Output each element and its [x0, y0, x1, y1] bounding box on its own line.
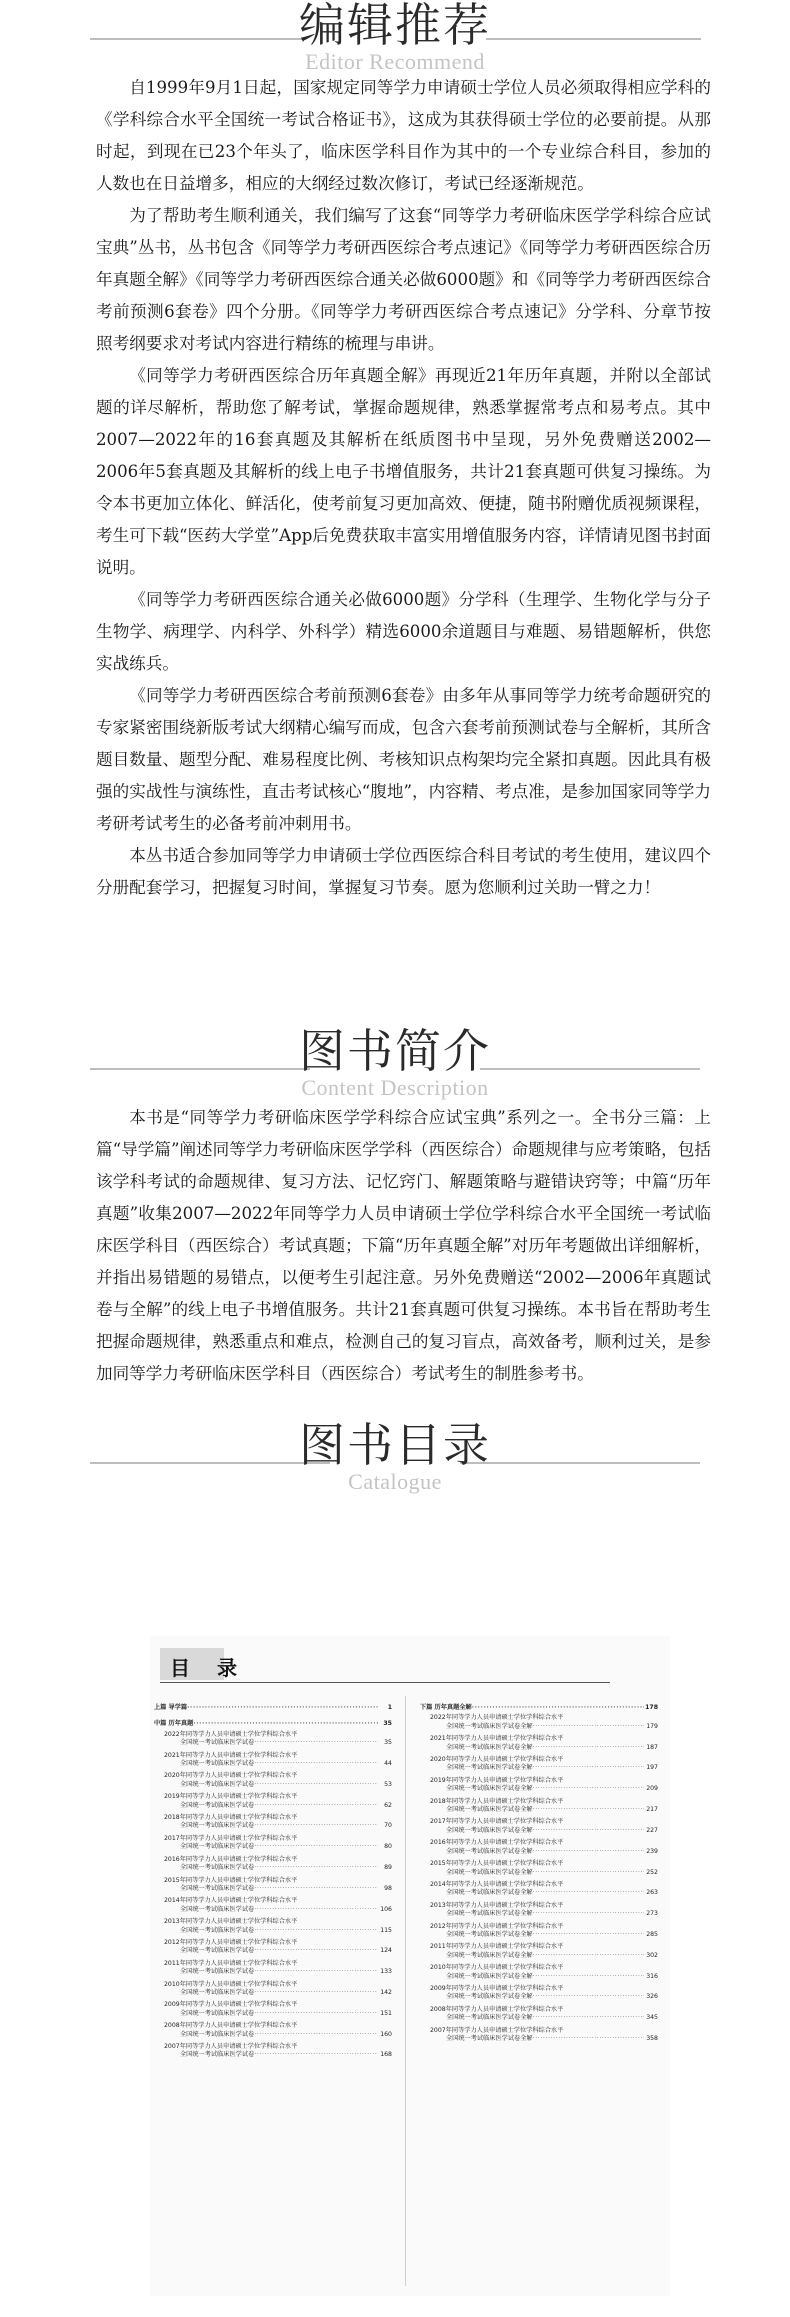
toc-entry-text: 2015年同等学力人员申请硕士学位学科综合水平 — [430, 1860, 564, 1868]
toc-entry-text: 2012年同等学力人员申请硕士学位学科综合水平 — [164, 1938, 298, 1946]
toc-entry-text: 2007年同等学力人员申请硕士学位学科综合水平 — [430, 2026, 564, 2034]
toc-entry-text: 2016年同等学力人员申请硕士学位学科综合水平 — [164, 1855, 298, 1863]
catalogue-header — [0, 1420, 790, 1494]
toc-entry-text: 全国统一考试临床医学试卷 — [180, 1968, 255, 1976]
toc-entry-text: 2017年同等学力人员申请硕士学位学科综合水平 — [430, 1818, 564, 1826]
toc-entry-text: 全国统一考试临床医学试卷全解 — [446, 1889, 533, 1897]
toc-line — [420, 1869, 658, 1877]
toc-line — [420, 1923, 658, 1931]
toc-entry-text: 全国统一考试临床医学试卷 — [180, 1988, 255, 1996]
toc-page-number: 115 — [380, 1926, 392, 1934]
toc-leader-dots — [533, 1723, 644, 1731]
toc-page-number: 70 — [384, 1822, 392, 1830]
toc-entry-text: 全国统一考试临床医学试卷全解 — [446, 1993, 533, 2001]
toc-leader-dots — [254, 1781, 378, 1789]
toc-line — [420, 2027, 658, 2035]
toc-line — [420, 1860, 658, 1868]
toc-page-number: 187 — [646, 1743, 658, 1751]
toc-line — [420, 1735, 658, 1743]
toc-line — [154, 1704, 392, 1712]
toc-entry-text: 全国统一考试临床医学试卷 — [180, 1905, 255, 1913]
toc-line — [420, 1848, 658, 1856]
toc-line — [154, 1960, 392, 1968]
toc-leader-dots — [533, 1848, 644, 1856]
toc-line — [154, 1781, 392, 1789]
toc-line — [154, 1897, 392, 1905]
toc-leader-dots — [533, 1827, 644, 1835]
toc-page-number: 53 — [384, 1780, 392, 1788]
toc-column-divider — [405, 1696, 406, 2286]
toc-leader-dots — [254, 2010, 378, 2018]
toc-entry-text: 2018年同等学力人员申请硕士学位学科综合水平 — [430, 1797, 564, 1805]
toc-leader-dots — [187, 1704, 378, 1712]
toc-leader-dots — [533, 1744, 644, 1752]
toc-entry-text: 中篇 历年真题 — [154, 1720, 194, 1728]
paragraph: 本书是“同等学力考研临床医学学科综合应试宝典”系列之一。全书分三篇：上篇“导学篇”阐述同等学力考研临床医学学科（西医综合）命题规律与应考策略，包括该学科考试的命题规律、复习方法、记忆窍门、解题策略与避错诀窍等；中篇“历年真题”收集2007—2022年同等学力人员申请硕士学位学科综合水平全国统一考试临床医学科目（西医综合）考试真题；下篇“历年真题全解”对历年考题做出详细解析，并指出易错题的易错点，以便考生引起注意。另外免费赠送“2002—2006年真题试卷与全解”的线上电子书增值服务。共计21套真题可供复习操练。本书旨在帮助考生把握命题规律，熟悉重点和难点，检测自己的复习盲点，高效备考，顺利过关，是参加同等学力考研临床医学科目（西医综合）考试考生的制胜参考书。 — [96, 1108, 711, 1383]
toc-page-number: 35 — [383, 1720, 392, 1728]
toc-page-number: 106 — [380, 1905, 392, 1913]
toc-page-number: 160 — [380, 2030, 392, 2038]
toc-entry-text: 2014年同等学力人员申请硕士学位学科综合水平 — [430, 1880, 564, 1888]
toc-page-number: 44 — [384, 1760, 392, 1768]
toc-entry-text: 全国统一考试临床医学试卷全解 — [446, 2014, 533, 2022]
toc-line — [154, 2031, 392, 2039]
table-of-contents-image — [150, 1636, 670, 2296]
toc-entry-text: 全国统一考试临床医学试卷 — [180, 1864, 255, 1872]
toc-line — [420, 1964, 658, 1972]
toc-line — [420, 1973, 658, 1981]
toc-line — [154, 1720, 392, 1728]
toc-entry-text: 全国统一考试临床医学试卷全解 — [446, 1764, 533, 1772]
catalogue-subtitle: Catalogue — [348, 1469, 442, 1494]
toc-page-number: 179 — [646, 1722, 658, 1730]
toc-leader-dots — [254, 1906, 378, 1914]
toc-entry-text: 2012年同等学力人员申请硕士学位学科综合水平 — [430, 1922, 564, 1930]
toc-line — [420, 1744, 658, 1752]
toc-line — [154, 1968, 392, 1976]
toc-line — [154, 1802, 392, 1810]
toc-page-number: 345 — [646, 2014, 658, 2022]
toc-line — [154, 1989, 392, 1997]
toc-entry-text: 全国统一考试临床医学试卷 — [180, 2051, 255, 2059]
toc-line — [154, 1918, 392, 1926]
toc-leader-dots — [533, 1973, 644, 1981]
toc-line — [420, 1952, 658, 1960]
toc-line — [420, 2035, 658, 2043]
toc-entry-text: 2017年同等学力人员申请硕士学位学科综合水平 — [164, 1834, 298, 1842]
toc-line — [420, 1910, 658, 1918]
toc-line — [154, 1731, 392, 1739]
paragraph: 为了帮助考生顺利通关，我们编写了这套“同等学力考研临床医学学科综合应试宝典”丛书，丛书包含《同等学力考研西医综合考点速记》《同等学力考研西医综合历年真题全解》《同等学力考研西医综合通关必做6000题》和《同等学力考研西医综合考前预测6套卷》四个分册。《同等学力考研西医综合考点速记》分学科、分章节按照考纲要求对考试内容进行精练的梳理与串讲。 — [96, 206, 711, 353]
toc-page-number: 80 — [384, 1843, 392, 1851]
toc-line — [420, 1714, 658, 1722]
toc-entry-text: 下篇 历年真题全解 — [420, 1704, 472, 1711]
toc-page-number: 263 — [646, 1889, 658, 1897]
toc-entry-text: 2018年同等学力人员申请硕士学位学科综合水平 — [164, 1814, 298, 1822]
editor-recommend-title: 编辑推荐 — [299, 0, 491, 52]
toc-line — [420, 2006, 658, 2014]
toc-line — [154, 2010, 392, 2018]
toc-line — [420, 1806, 658, 1814]
toc-line — [154, 1760, 392, 1768]
toc-entry-text: 2020年同等学力人员申请硕士学位学科综合水平 — [164, 1772, 298, 1780]
toc-line — [420, 1931, 658, 1939]
toc-entry-text: 2013年同等学力人员申请硕士学位学科综合水平 — [164, 1918, 298, 1926]
toc-line — [154, 1947, 392, 1955]
toc-page-number: 142 — [380, 1988, 392, 1996]
toc-entry-text: 全国统一考试临床医学试卷全解 — [446, 1722, 533, 1730]
editor-recommend-header — [0, 0, 790, 74]
toc-entry-text: 2009年同等学力人员申请硕士学位学科综合水平 — [164, 2001, 298, 2009]
toc-line — [420, 1798, 658, 1806]
toc-entry-text: 2020年同等学力人员申请硕士学位学科综合水平 — [430, 1756, 564, 1764]
toc-entry-text: 全国统一考试临床医学试卷全解 — [446, 1951, 533, 1959]
toc-page-number: 89 — [384, 1864, 392, 1872]
toc-entry-text: 2007年同等学力人员申请硕士学位学科综合水平 — [164, 2043, 298, 2050]
toc-leader-dots — [254, 1843, 378, 1851]
toc-entry-text: 2021年同等学力人员申请硕士学位学科综合水平 — [430, 1735, 564, 1743]
content-description-subtitle: Content Description — [301, 1075, 489, 1100]
toc-page-number: 62 — [384, 1801, 392, 1809]
toc-leader-dots — [254, 1802, 378, 1810]
toc-leader-dots — [254, 1739, 378, 1747]
toc-page-number: 197 — [646, 1764, 658, 1772]
content-description-title: 图书简介 — [299, 1024, 491, 1078]
toc-entry-text: 全国统一考试临床医学试卷 — [180, 1947, 255, 1955]
toc-line — [420, 1818, 658, 1826]
toc-page-number: 133 — [380, 1968, 392, 1976]
toc-line — [154, 1927, 392, 1935]
toc-page-number: 239 — [646, 1847, 658, 1855]
toc-line — [420, 1704, 658, 1712]
toc-left-column — [154, 1704, 392, 2064]
toc-entry-text: 2019年同等学力人员申请硕士学位学科综合水平 — [430, 1776, 564, 1784]
toc-leader-dots — [254, 1968, 378, 1976]
toc-line — [420, 1764, 658, 1772]
content-description-header — [0, 1026, 790, 1100]
toc-entry-text: 2013年同等学力人员申请硕士学位学科综合水平 — [430, 1901, 564, 1909]
toc-line — [420, 1943, 658, 1951]
toc-page-number: 98 — [384, 1884, 392, 1892]
toc-line — [154, 1822, 392, 1830]
toc-line — [420, 1785, 658, 1793]
content-description-body — [96, 1102, 711, 1390]
toc-line — [420, 1839, 658, 1847]
toc-leader-dots — [533, 1993, 644, 2001]
toc-entry-text: 2022年同等学力人员申请硕士学位学科综合水平 — [430, 1714, 564, 1722]
toc-line — [420, 1777, 658, 1785]
toc-leader-dots — [533, 1952, 644, 1960]
toc-line — [420, 1827, 658, 1835]
toc-leader-dots — [533, 1764, 644, 1772]
toc-page-number: 316 — [646, 1972, 658, 1980]
toc-entry-text: 全国统一考试临床医学试卷全解 — [446, 1972, 533, 1980]
toc-leader-dots — [533, 2035, 644, 2043]
toc-heading — [160, 1648, 610, 1683]
toc-page-number: 227 — [646, 1826, 658, 1834]
paragraph: 《同等学力考研西医综合历年真题全解》再现近21年历年真题，并附以全部试题的详尽解析，帮助您了解考试，掌握命题规律，熟悉掌握常考点和易考点。其中2007—2022年的16套真题及其解析在纸质图书中呈现，另外免费赠送2002—2006年5套真题及其解析的线上电子书增值服务，共计21套真题可供复习操练。为令本书更加立体化、鲜活化，使考前复习更加高效、便捷，随书附赠优质视频课程，考生可下载“医药大学堂”App后免费获取丰富实用增值服务内容，详情请见图书封面说明。 — [96, 366, 711, 577]
toc-page-number: 168 — [380, 2051, 392, 2059]
toc-entry-text: 全国统一考试临床医学试卷全解 — [446, 1785, 533, 1793]
toc-entry-text: 2009年同等学力人员申请硕士学位学科综合水平 — [430, 1984, 564, 1992]
toc-leader-dots — [254, 1947, 378, 1955]
editor-recommend-body — [96, 72, 711, 904]
toc-entry-text: 全国统一考试临床医学试卷全解 — [446, 2035, 533, 2042]
toc-line — [154, 1981, 392, 1989]
toc-page-number: 217 — [646, 1806, 658, 1814]
toc-entry-text: 全国统一考试临床医学试卷 — [180, 1884, 255, 1892]
toc-leader-dots — [533, 1785, 644, 1793]
toc-entry-text: 全国统一考试临床医学试卷 — [180, 2030, 255, 2038]
toc-line — [154, 1864, 392, 1872]
toc-leader-dots — [533, 1910, 644, 1918]
toc-leader-dots — [254, 1885, 378, 1893]
toc-line — [420, 1723, 658, 1731]
paragraph: 自1999年9月1日起，国家规定同等学力申请硕士学位人员必须取得相应学科的《学科综合水平全国统一考试合格证书》，这成为其获得硕士学位的必要前提。从那时起，到现在已23个年头了，临床医学科目作为其中的一个专业综合科目，参加的人数也在日益增多，相应的大纲经过数次修订，考试已经逐渐规范。 — [96, 78, 711, 193]
toc-entry-text: 2016年同等学力人员申请硕士学位学科综合水平 — [430, 1839, 564, 1847]
toc-page-number: 178 — [645, 1704, 658, 1711]
toc-page-number: 1 — [387, 1704, 392, 1711]
toc-entry-text: 全国统一考试临床医学试卷 — [180, 1926, 255, 1934]
toc-entry-text: 2008年同等学力人员申请硕士学位学科综合水平 — [430, 2005, 564, 2013]
toc-page-number: 285 — [646, 1930, 658, 1938]
toc-leader-dots — [533, 1806, 644, 1814]
toc-line — [154, 1752, 392, 1760]
toc-leader-dots — [193, 1720, 378, 1728]
toc-page-number: 273 — [646, 1910, 658, 1918]
toc-entry-text: 2014年同等学力人员申请硕士学位学科综合水平 — [164, 1897, 298, 1905]
toc-entry-text: 全国统一考试临床医学试卷全解 — [446, 1743, 533, 1751]
toc-line — [154, 2022, 392, 2030]
toc-leader-dots — [533, 1869, 644, 1877]
toc-entry-text: 全国统一考试临床医学试卷全解 — [446, 1930, 533, 1938]
toc-entry-text: 全国统一考试临床医学试卷全解 — [446, 1868, 533, 1876]
toc-entry-text: 全国统一考试临床医学试卷 — [180, 1780, 255, 1788]
paragraph: 《同等学力考研西医综合通关必做6000题》分学科（生理学、生物化学与分子生物学、病理学、内科学、外科学）精选6000余道题目与难题、易错题解析，供您实战练兵。 — [96, 590, 711, 673]
toc-leader-dots — [533, 1931, 644, 1939]
toc-entry-text: 2011年同等学力人员申请硕士学位学科综合水平 — [164, 1959, 298, 1967]
toc-heading-text: 目 录 — [170, 1656, 247, 1680]
toc-page-number: 326 — [646, 1993, 658, 2001]
toc-entry-text: 2022年同等学力人员申请硕士学位学科综合水平 — [164, 1730, 298, 1738]
toc-leader-dots — [533, 1889, 644, 1897]
toc-line — [420, 1889, 658, 1897]
toc-leader-dots — [472, 1704, 644, 1712]
paragraph: 《同等学力考研西医综合考前预测6套卷》由多年从事同等学力统考命题研究的专家紧密围绕新版考试大纲精心编写而成，包含六套考前预测试卷与全解析，其所含题目数量、题型分配、难易程度比例、考核知识点构架均完全紧扣真题。因此具有极强的实战性与演练性，直击考试核心“腹地”，内容精、考点准，是参加国家同等学力考研考试考生的必备考前冲刺用书。 — [96, 686, 711, 833]
toc-entry-text: 2010年同等学力人员申请硕士学位学科综合水平 — [164, 1980, 298, 1988]
toc-leader-dots — [254, 1864, 378, 1872]
toc-line — [154, 2051, 392, 2059]
toc-line — [420, 2014, 658, 2022]
toc-entry-text: 全国统一考试临床医学试卷 — [180, 1801, 255, 1809]
toc-entry-text: 2019年同等学力人员申请硕士学位学科综合水平 — [164, 1793, 298, 1801]
toc-entry-text: 全国统一考试临床医学试卷 — [180, 1843, 255, 1851]
toc-leader-dots — [254, 2051, 378, 2059]
toc-right-column — [420, 1704, 658, 2047]
toc-entry-text: 上篇 导学篇 — [154, 1704, 188, 1711]
toc-leader-dots — [254, 2031, 378, 2039]
toc-page-number: 358 — [646, 2035, 658, 2042]
toc-line — [154, 1793, 392, 1801]
catalogue-title: 图书目录 — [299, 1418, 491, 1472]
toc-entry-text: 全国统一考试临床医学试卷全解 — [446, 1806, 533, 1814]
toc-leader-dots — [254, 1760, 378, 1768]
toc-entry-text: 全国统一考试临床医学试卷全解 — [446, 1910, 533, 1918]
toc-line — [420, 1902, 658, 1910]
toc-entry-text: 全国统一考试临床医学试卷全解 — [446, 1847, 533, 1855]
toc-page-number: 252 — [646, 1868, 658, 1876]
toc-entry-text: 全国统一考试临床医学试卷全解 — [446, 1826, 533, 1834]
toc-entry-text: 2015年同等学力人员申请硕士学位学科综合水平 — [164, 1876, 298, 1884]
editor-recommend-subtitle: Editor Recommend — [305, 49, 485, 74]
toc-leader-dots — [254, 1989, 378, 1997]
toc-page-number: 209 — [646, 1785, 658, 1793]
toc-page-number: 124 — [380, 1947, 392, 1955]
toc-line — [154, 1772, 392, 1780]
toc-line — [154, 1885, 392, 1893]
toc-line — [154, 1843, 392, 1851]
paragraph: 本丛书适合参加同等学力申请硕士学位西医综合科目考试的考生使用，建议四个分册配套学习，把握复习时间，掌握复习节奏。愿为您顺利过关助一臂之力！ — [96, 846, 711, 897]
toc-page-number: 151 — [380, 2009, 392, 2017]
toc-entry-text: 全国统一考试临床医学试卷 — [180, 2009, 255, 2017]
toc-page-number: 35 — [384, 1739, 392, 1747]
toc-line — [154, 1739, 392, 1747]
toc-line — [154, 1906, 392, 1914]
toc-entry-text: 2010年同等学力人员申请硕士学位学科综合水平 — [430, 1964, 564, 1972]
toc-line — [154, 1877, 392, 1885]
toc-leader-dots — [254, 1927, 378, 1935]
toc-leader-dots — [533, 2014, 644, 2022]
toc-line — [420, 1993, 658, 2001]
toc-entry-text: 全国统一考试临床医学试卷 — [180, 1760, 255, 1768]
toc-line — [154, 1856, 392, 1864]
toc-page-number: 302 — [646, 1951, 658, 1959]
toc-entry-text: 2008年同等学力人员申请硕士学位学科综合水平 — [164, 2022, 298, 2030]
toc-leader-dots — [254, 1822, 378, 1830]
toc-entry-text: 全国统一考试临床医学试卷 — [180, 1739, 255, 1747]
toc-entry-text: 2011年同等学力人员申请硕士学位学科综合水平 — [430, 1943, 564, 1951]
toc-entry-text: 2021年同等学力人员申请硕士学位学科综合水平 — [164, 1751, 298, 1759]
toc-entry-text: 全国统一考试临床医学试卷 — [180, 1822, 255, 1830]
toc-line — [154, 2001, 392, 2009]
